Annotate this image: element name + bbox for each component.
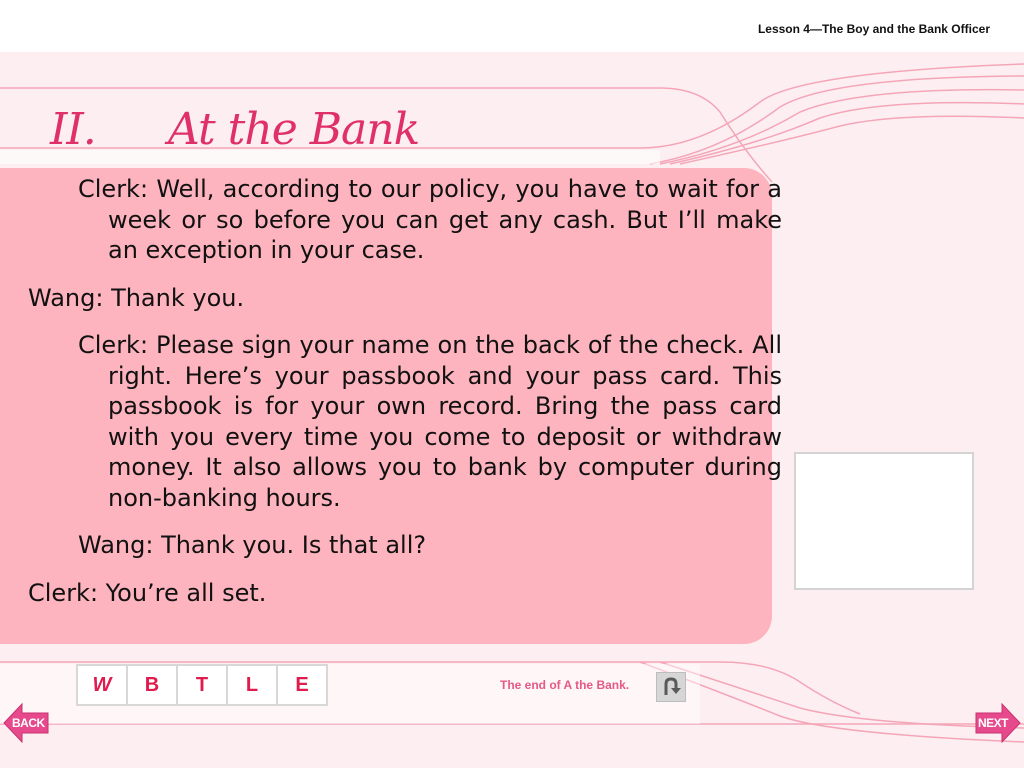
u-turn-arrow-icon bbox=[657, 673, 685, 701]
back-button[interactable] bbox=[2, 702, 50, 744]
next-label: NEXT bbox=[978, 716, 1009, 730]
dialogue-line: Wang: Thank you. bbox=[28, 283, 245, 312]
tab-e[interactable]: E bbox=[276, 666, 326, 704]
lesson-title: Lesson 4—The Boy and the Bank Officer bbox=[757, 22, 990, 36]
top-bar bbox=[0, 0, 1024, 52]
section-title: At the Bank bbox=[168, 104, 420, 155]
section-tabs bbox=[76, 664, 328, 706]
dialogue-line: Wang: Thank you. Is that all? bbox=[78, 531, 427, 559]
tab-w[interactable]: W bbox=[92, 673, 112, 696]
slide-heading bbox=[50, 104, 419, 155]
dialogue-line: Clerk: You’re all set. bbox=[28, 578, 267, 607]
image-placeholder bbox=[794, 452, 974, 590]
next-button[interactable] bbox=[974, 702, 1022, 744]
dialogue-line: Clerk: Please sign your name on the back of the check. All right. Here’s your passbook and your pass card. This passbook is for your own record. Bring the pass card with you every time you come to deposit or withdraw money. It also allows you to bank by computer during non-banking hours. bbox=[78, 331, 782, 512]
dialogue-line: Clerk: Well, according to our policy, you have to wait for a week or so before you can get any cash. But I’ll make an exception in your case. bbox=[78, 175, 782, 264]
back-label: BACK bbox=[12, 716, 45, 730]
tab-b[interactable]: B bbox=[126, 666, 176, 704]
dialogue-text bbox=[28, 174, 782, 608]
section-number: II. bbox=[50, 104, 96, 155]
tab-t[interactable]: T bbox=[176, 666, 226, 704]
tab-l[interactable]: L bbox=[226, 666, 276, 704]
end-text: The end of A the Bank. bbox=[500, 678, 630, 692]
return-button[interactable] bbox=[656, 672, 686, 702]
